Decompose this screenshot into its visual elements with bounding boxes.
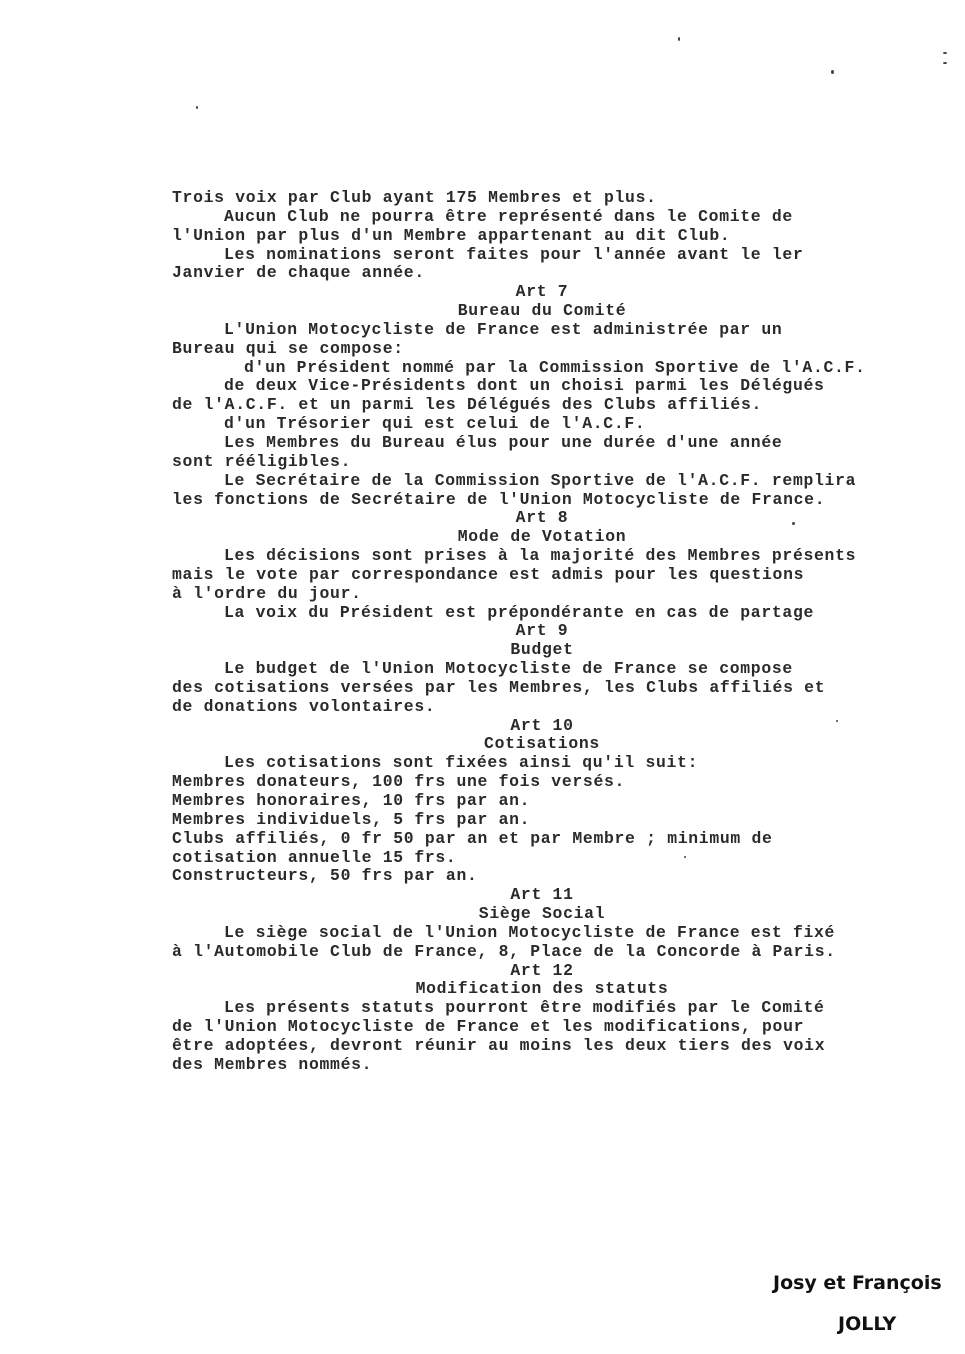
text-line: Les présents statuts pourront être modifiés par le Comité — [224, 998, 825, 1018]
typewritten-document — [172, 189, 932, 1075]
text-line: Trois voix par Club ayant 175 Membres et plus. — [172, 188, 657, 207]
text-line: mais le vote par correspondance est admis pour les questions — [172, 564, 805, 584]
text-line: Aucun Club ne pourra être représenté dans le Comite de — [224, 206, 793, 226]
text-line: d'un Président nommé par la Commission Sportive de l'A.C.F. — [244, 357, 866, 377]
text-line: Membres donateurs, 100 frs une fois versés. — [172, 772, 626, 792]
article-heading: Budget — [510, 640, 574, 660]
scan-speck — [943, 62, 947, 64]
text-line: Les cotisations sont fixées ainsi qu'il suit: — [224, 753, 699, 773]
scan-speck — [678, 37, 680, 41]
article-heading: Bureau du Comité — [457, 301, 627, 321]
text-line: Membres individuels, 5 frs par an. — [172, 809, 531, 829]
text-line: La voix du Président est prépondérante en cas de partage — [224, 602, 815, 622]
scan-speck — [836, 720, 838, 722]
text-line: Le Secrétaire de la Commission Sportive de l'A.C.F. remplira — [224, 470, 857, 490]
text-line: des Membres nommés. — [172, 1054, 373, 1074]
article-heading: Art 9 — [515, 621, 569, 641]
text-line: de l'A.C.F. et un parmi les Délégués des Clubs affiliés. — [172, 395, 763, 415]
text-line: les fonctions de Secrétaire de l'Union Motocycliste de France. — [172, 489, 826, 509]
article-heading: Mode de Votation — [457, 527, 627, 547]
article-heading: Cotisations — [484, 734, 600, 754]
text-line: L'Union Motocycliste de France est administrée par un — [224, 319, 783, 339]
text-line: de deux Vice-Présidents dont un choisi parmi les Délégués — [224, 376, 825, 396]
text-line: de l'Union Motocycliste de France et les modifications, pour — [172, 1017, 805, 1037]
signature-names: Josy et François — [773, 1272, 942, 1294]
text-line: Les Membres du Bureau élus pour une durée d'une année — [224, 432, 783, 452]
article-heading: Art 8 — [515, 508, 569, 528]
text-line: Bureau qui se compose: — [172, 338, 404, 358]
text-line: Les nominations seront faites pour l'année avant le ler — [224, 244, 804, 264]
text-line: Les décisions sont prises à la majorité des Membres présents — [224, 546, 857, 566]
scan-speck — [684, 856, 686, 858]
article-heading: Modification des statuts — [415, 979, 669, 999]
article-heading: Siège Social — [478, 904, 606, 924]
article-heading: Art 11 — [510, 885, 574, 905]
text-line: Membres honoraires, 10 frs par an. — [172, 791, 531, 810]
scan-speck — [831, 70, 834, 74]
text-line: être adoptées, devront réunir au moins les deux tiers des voix — [172, 1035, 826, 1055]
text-line: Le budget de l'Union Motocycliste de France se compose — [224, 659, 793, 679]
text-line: à l'ordre du jour. — [172, 583, 362, 603]
scan-speck — [943, 52, 947, 54]
signature-surname: JOLLY — [838, 1313, 897, 1335]
text-line: à l'Automobile Club de France, 8, Place de la Concorde à Paris. — [172, 941, 836, 961]
text-line: de donations volontaires. — [172, 696, 436, 716]
article-heading: Art 10 — [510, 715, 574, 735]
text-line: Clubs affiliés, 0 fr 50 par an et par Membre ; minimum de — [172, 828, 773, 848]
text-line: cotisation annuelle 15 frs. — [172, 847, 457, 867]
scan-speck — [196, 106, 198, 109]
text-line: Le siège social de l'Union Motocycliste de France est fixé — [224, 922, 836, 942]
text-line: Constructeurs, 50 frs par an. — [172, 866, 478, 886]
text-line: l'Union par plus d'un Membre appartenant au dit Club. — [172, 225, 731, 245]
text-line: Janvier de chaque année. — [172, 263, 425, 283]
text-line: sont rééligibles. — [172, 451, 352, 471]
article-heading: Art 7 — [515, 282, 569, 302]
article-heading: Art 12 — [510, 960, 574, 980]
text-line: des cotisations versées par les Membres, les Clubs affiliés et — [172, 677, 826, 697]
scan-speck — [792, 522, 795, 525]
text-line: d'un Trésorier qui est celui de l'A.C.F. — [224, 414, 646, 434]
